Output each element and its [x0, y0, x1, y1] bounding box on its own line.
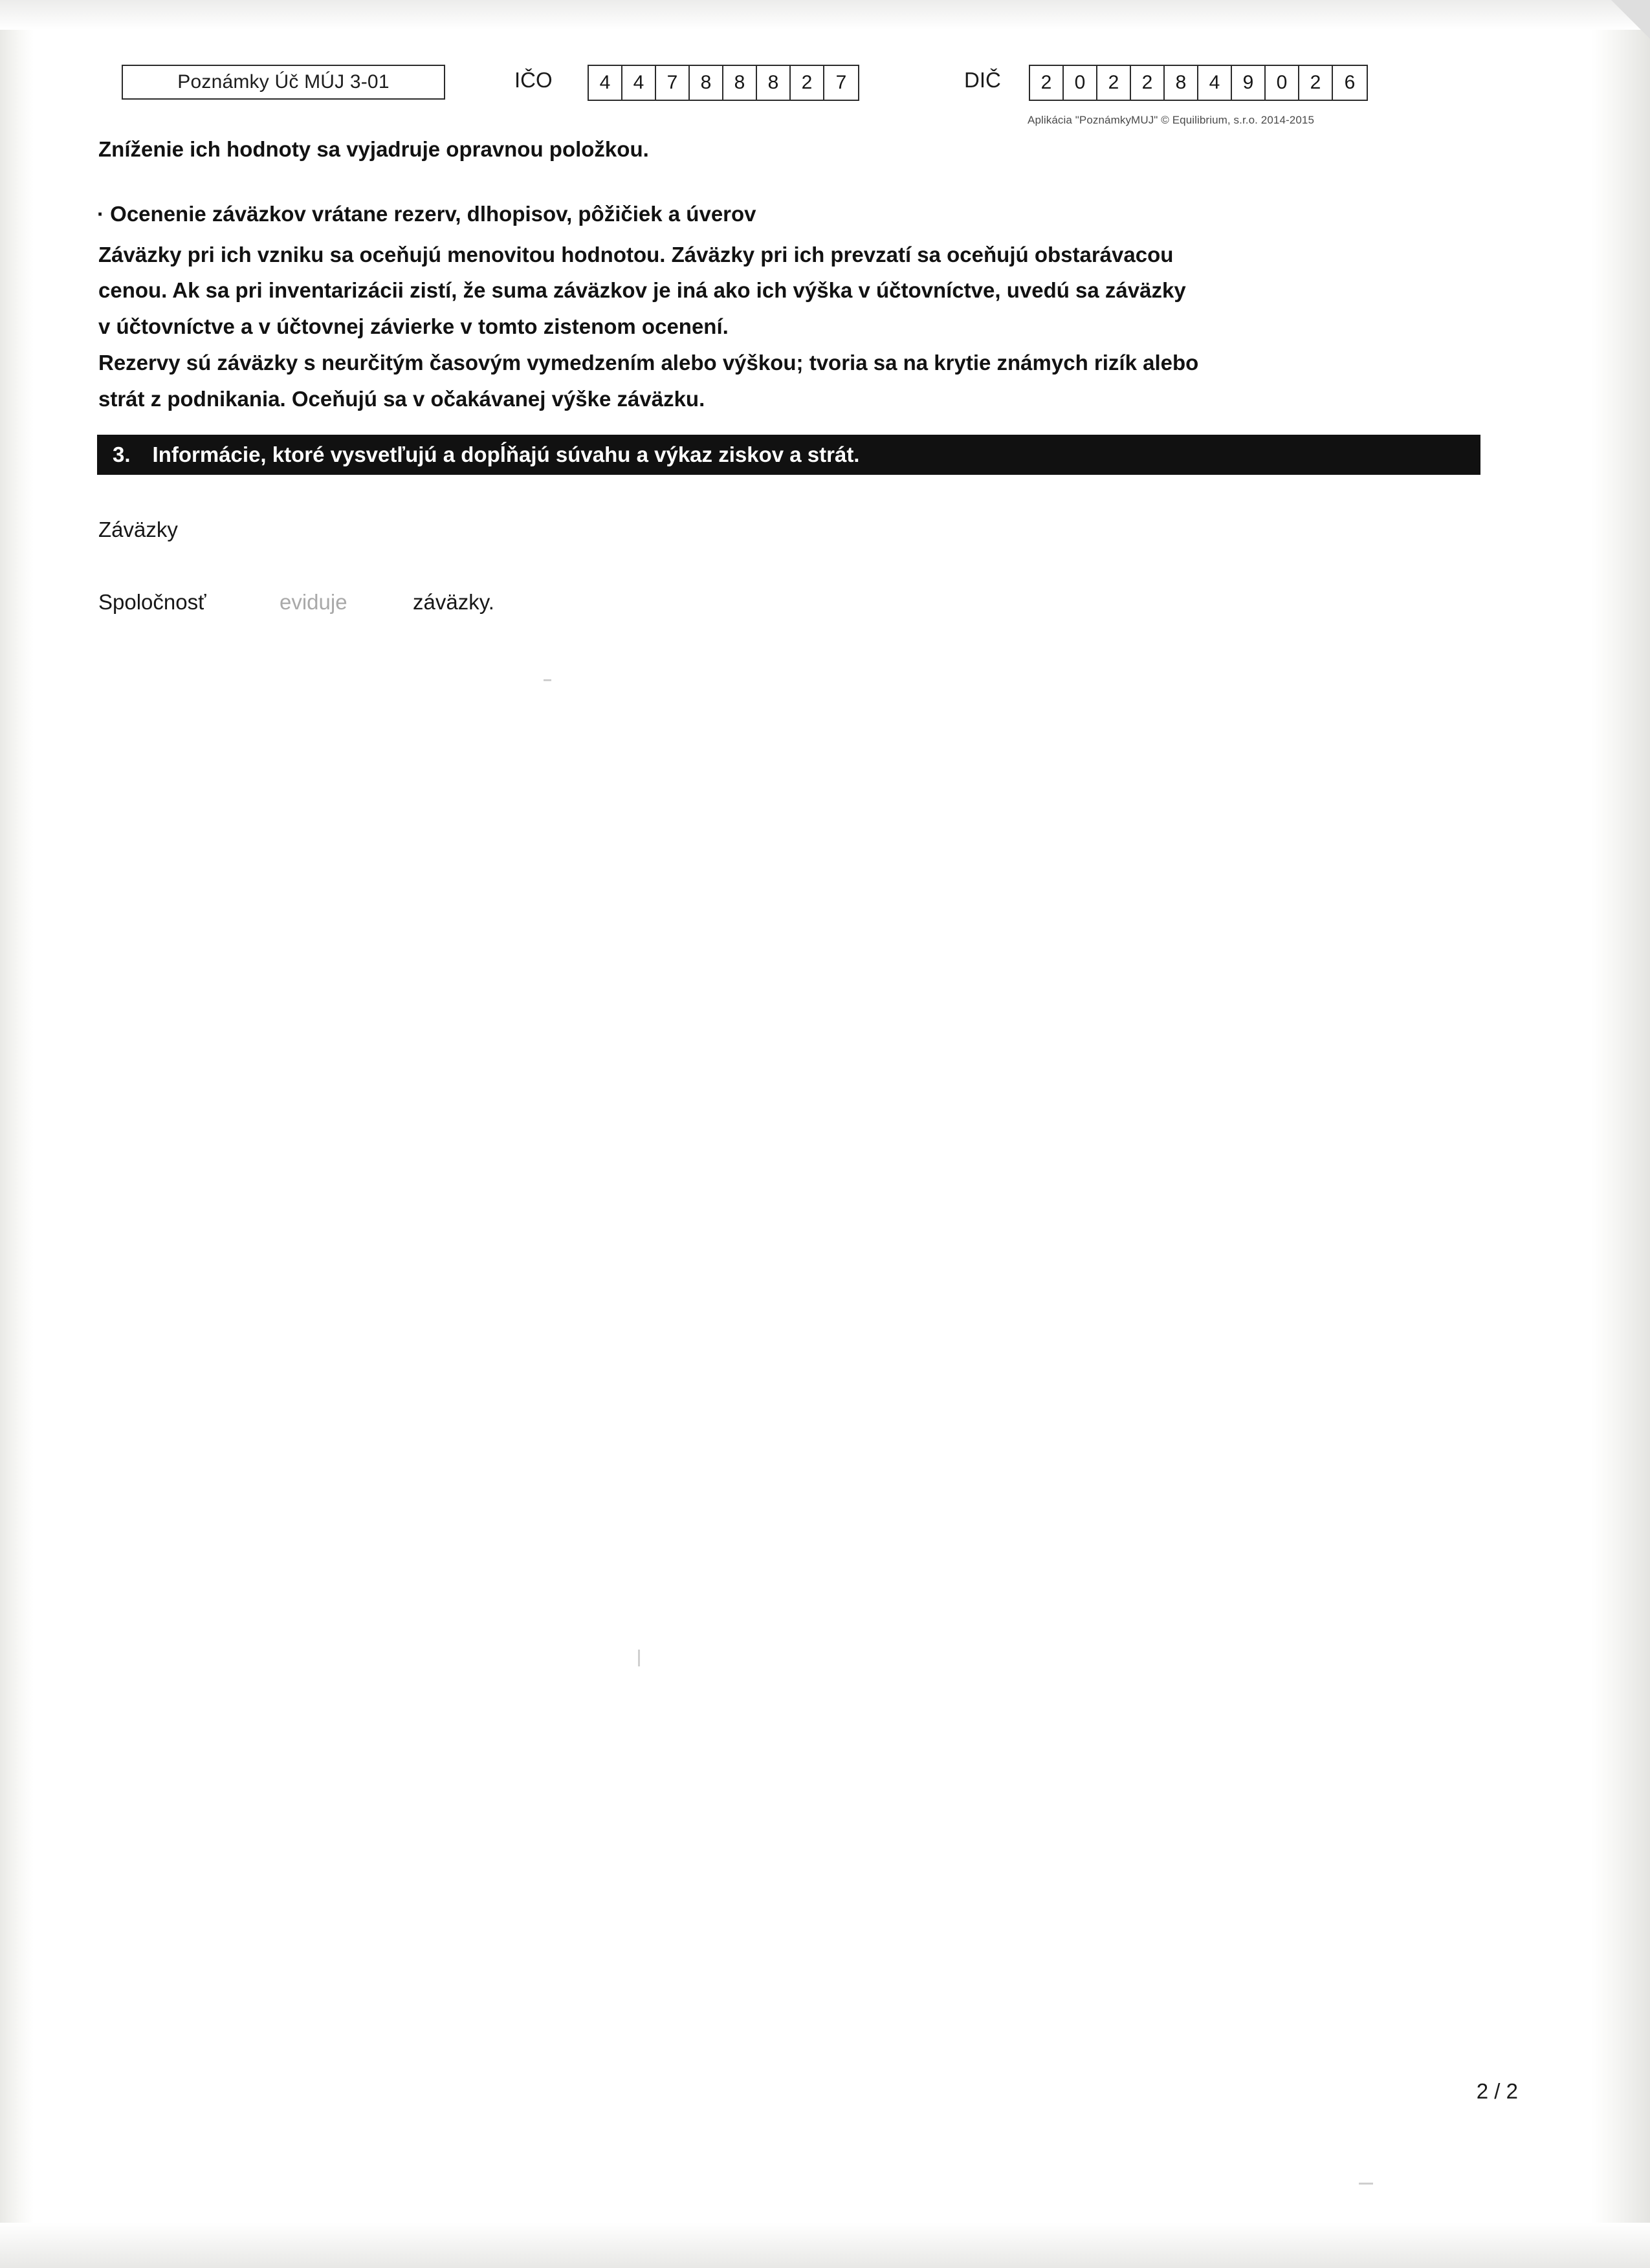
page-edge-shadow-left: [0, 0, 34, 2268]
scan-speckle: [544, 679, 551, 681]
dic-digit: 8: [1165, 66, 1198, 100]
page-edge-shadow-bottom: [0, 2223, 1650, 2268]
paragraph-1-line-1: Záväzky pri ich vzniku sa oceňujú menovitou hodnotou. Záväzky pri ich prevzatí sa oceňujú obstarávacou: [98, 243, 1174, 267]
dic-digit: 2: [1097, 66, 1131, 100]
sentence-part-company: Spoločnosť: [98, 590, 206, 614]
dic-digit: 0: [1064, 66, 1097, 100]
paragraph-1-line-2: cenou. Ak sa pri inventarizácii zistí, že suma záväzkov je iná ako ich výška v účtovníctve, uvedú sa záväzky: [98, 278, 1186, 302]
section-title: Informácie, ktoré vysvetľujú a dopĺňajú súvahu a výkaz ziskov a strát.: [152, 442, 860, 466]
page-corner-fold: [1611, 0, 1650, 39]
dic-digit-grid: [1029, 65, 1368, 101]
subheading-zavazky: Záväzky: [98, 518, 178, 541]
sentence-part-eviduje: eviduje: [280, 590, 347, 614]
dic-label: DIČ: [964, 68, 1001, 92]
section-header-bar: [97, 435, 1480, 475]
scan-speckle: [638, 1650, 640, 1666]
ico-label: IČO: [514, 68, 553, 92]
dic-digit: 9: [1232, 66, 1266, 100]
ico-digit: 4: [589, 66, 622, 100]
dic-digit: 2: [1030, 66, 1064, 100]
application-credit: Aplikácia "PoznámkyMUJ" © Equilibrium, s.r.o. 2014-2015: [1028, 114, 1315, 126]
paragraph-2-line-1: Rezervy sú záväzky s neurčitým časovým vymedzením alebo výškou; tvoria sa na krytie známych rizík alebo: [98, 351, 1199, 375]
form-code-label: Poznámky Úč MÚJ 3-01: [177, 71, 390, 93]
sentence-part-zavazky: záväzky.: [413, 590, 494, 614]
dic-digit: 4: [1198, 66, 1232, 100]
dic-digit: 2: [1131, 66, 1165, 100]
paragraph-2-line-2: strát z podnikania. Oceňujú sa v očakávanej výške záväzku.: [98, 387, 705, 411]
ico-digit: 8: [690, 66, 723, 100]
scan-speckle: [1359, 2183, 1373, 2185]
intro-line: Zníženie ich hodnoty sa vyjadruje opravnou položkou.: [98, 137, 649, 161]
page-number: 2 / 2: [1476, 2079, 1518, 2103]
ico-digit: 8: [723, 66, 757, 100]
ico-digit: 8: [757, 66, 791, 100]
ico-digit: 2: [791, 66, 824, 100]
paragraph-1-line-3: v účtovníctve a v účtovnej závierke v tomto zistenom ocenení.: [98, 314, 729, 338]
ico-digit: 7: [656, 66, 690, 100]
form-code-box: [122, 65, 445, 100]
ico-digit: 7: [835, 72, 847, 93]
ico-digit: 4: [622, 66, 656, 100]
dic-digit: 6: [1344, 72, 1356, 93]
page-edge-shadow-right: [1592, 0, 1650, 2268]
dic-digit: 2: [1299, 66, 1333, 100]
page-edge-shadow-top: [0, 0, 1650, 30]
ico-digit-grid: [588, 65, 859, 101]
bullet-heading: · Ocenenie záväzkov vrátane rezerv, dlhopisov, pôžičiek a úverov: [97, 202, 756, 226]
dic-digit: 0: [1266, 66, 1299, 100]
section-number: 3.: [113, 442, 131, 466]
